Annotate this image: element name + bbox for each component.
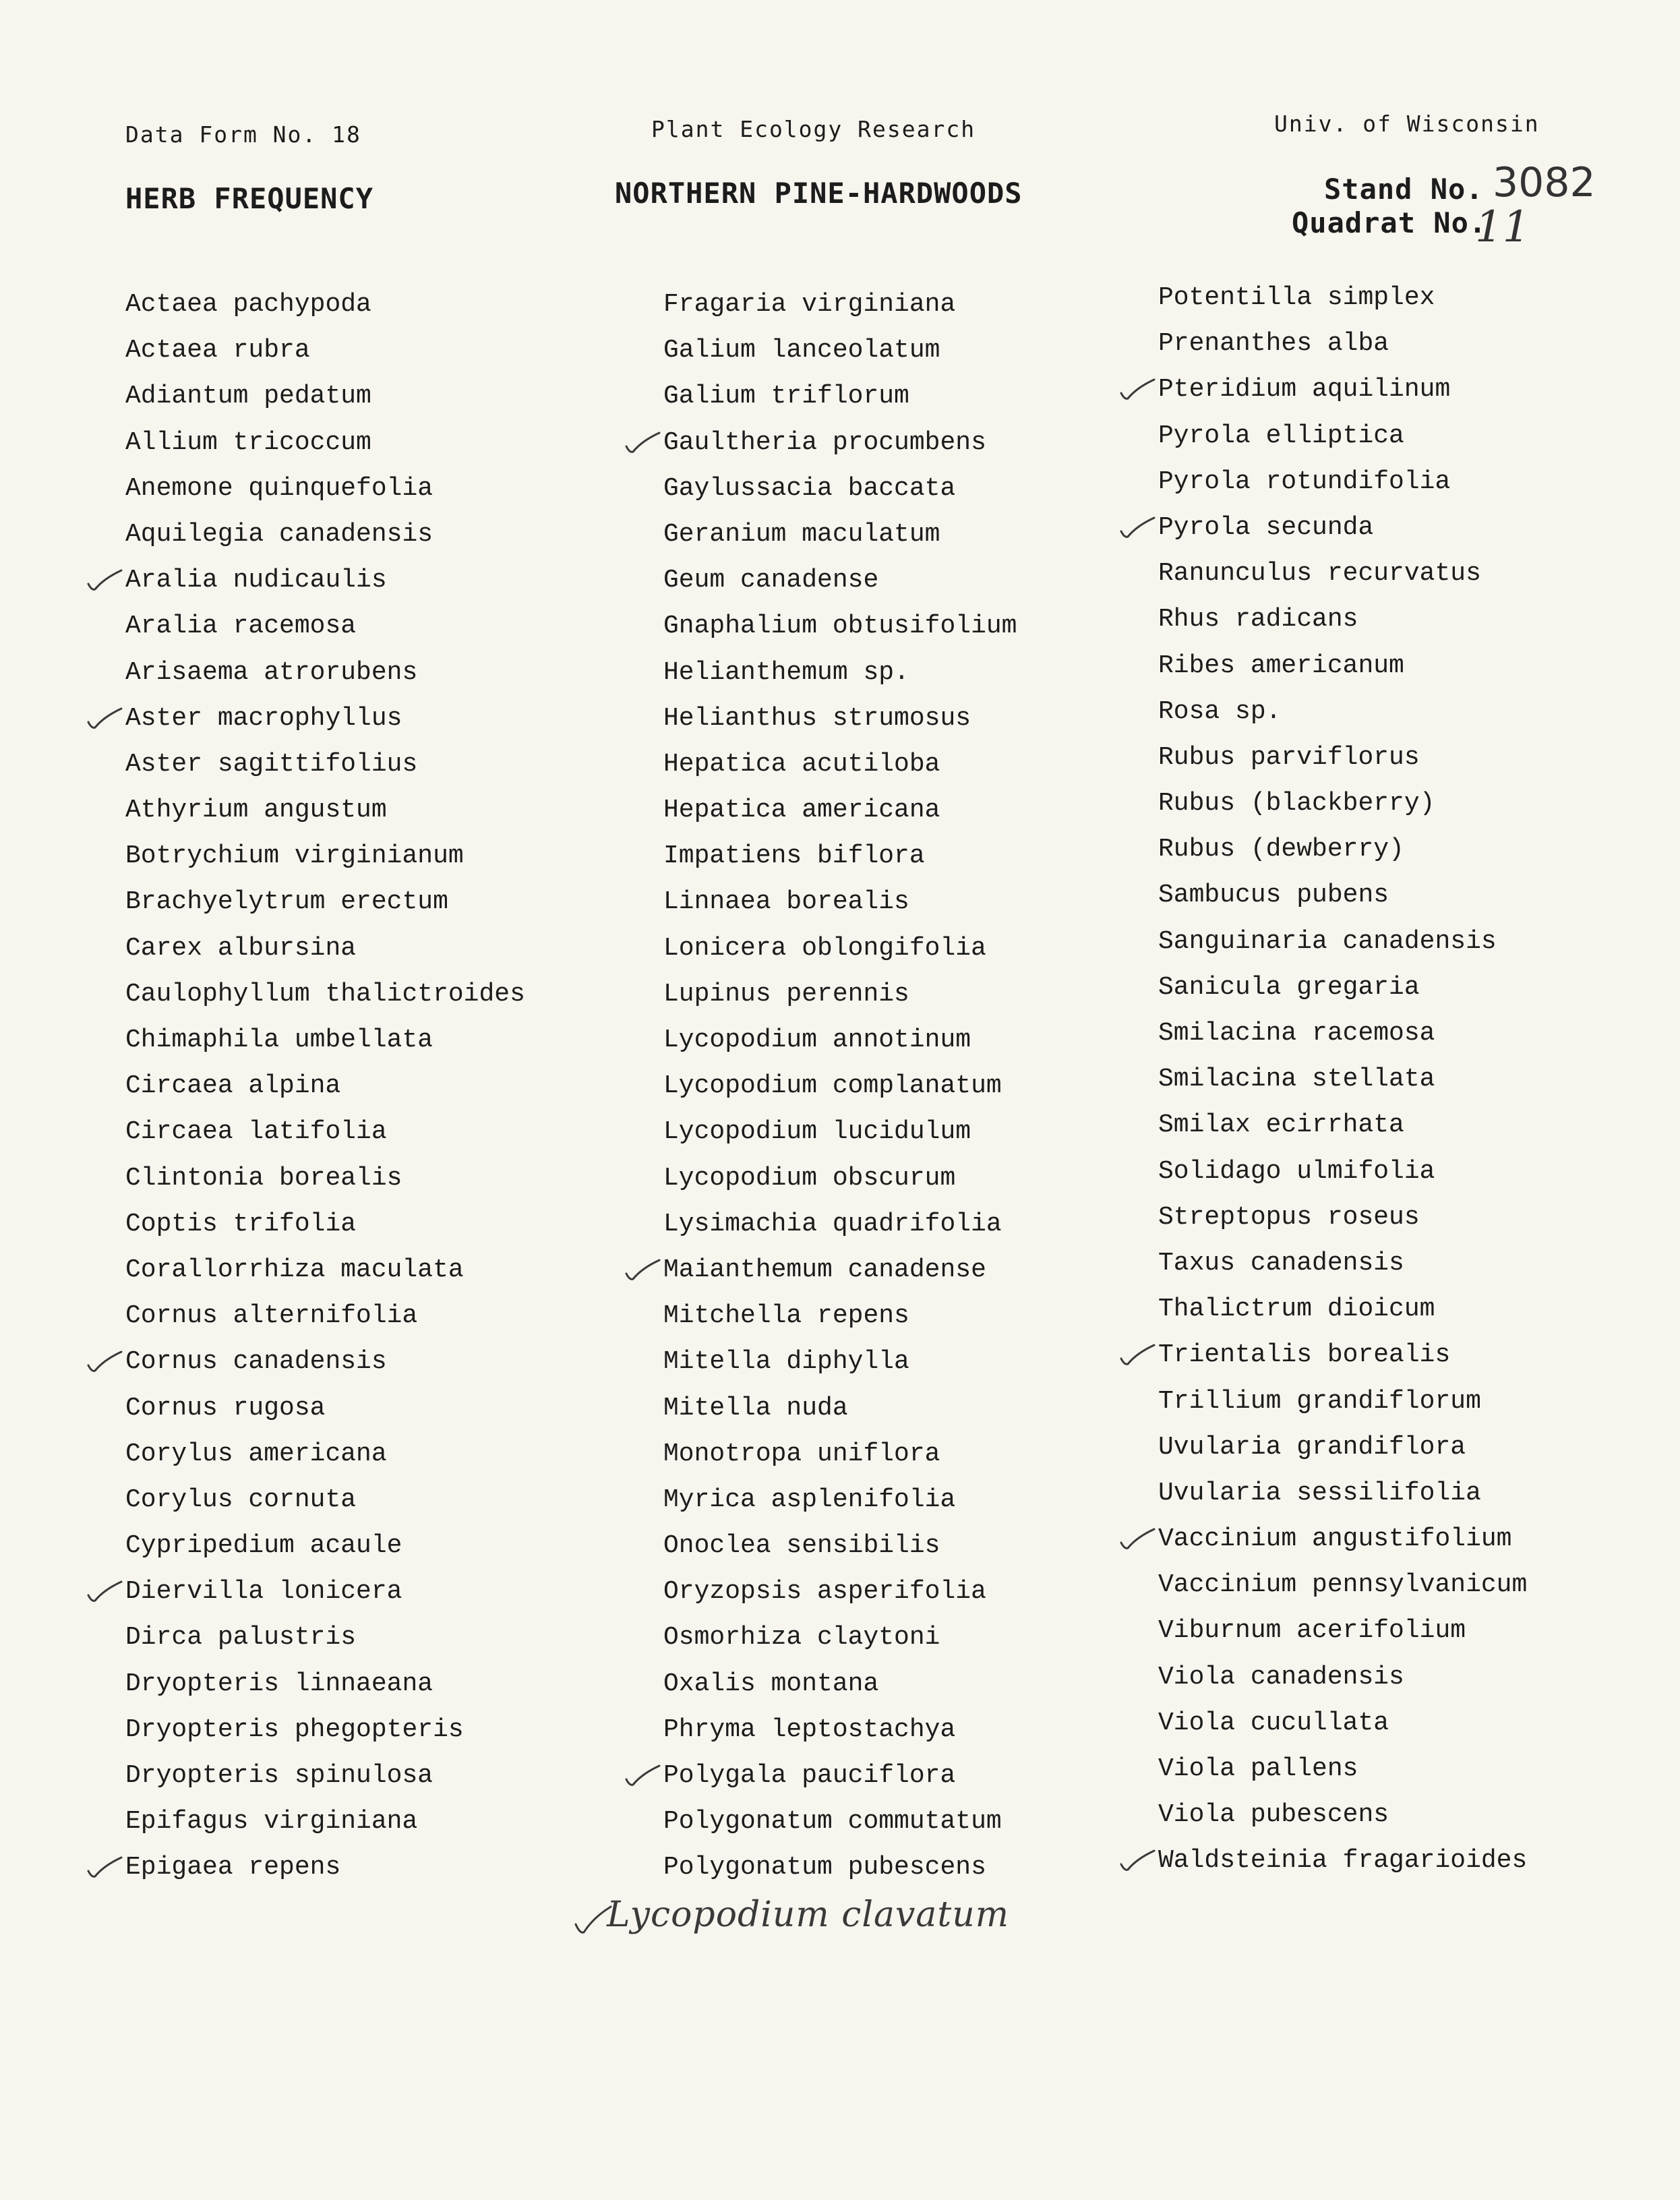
species-row — [1158, 1379, 1527, 1425]
form-number: Data Form No. 18 — [125, 121, 361, 148]
check-mark-icon — [1119, 1340, 1156, 1367]
species-row — [125, 1017, 525, 1063]
check-mark-icon — [1119, 1846, 1156, 1873]
species-row — [663, 1247, 1017, 1293]
species-name: Mitella nuda — [663, 1393, 848, 1423]
species-name: Helianthemum sp. — [663, 657, 909, 687]
species-row — [125, 787, 525, 833]
species-row — [125, 1845, 525, 1891]
species-name: Vaccinium angustifolium — [1158, 1524, 1512, 1554]
species-name: Oxalis montana — [663, 1669, 879, 1698]
species-name: Solidago ulmifolia — [1158, 1156, 1435, 1186]
species-row — [125, 1339, 525, 1385]
species-column-1 — [125, 282, 525, 1891]
species-name: Rubus (blackberry) — [1158, 789, 1435, 819]
species-name: Phryma leptostachya — [663, 1715, 956, 1744]
species-row — [663, 558, 1017, 603]
species-name: Galium triflorum — [663, 382, 909, 411]
species-name: Cornus alternifolia — [125, 1301, 418, 1331]
species-name: Caulophyllum thalictroides — [125, 979, 525, 1009]
check-mark-icon — [624, 1761, 661, 1788]
species-name: Adiantum pedatum — [125, 382, 371, 411]
species-row — [125, 1615, 525, 1661]
species-row — [663, 1201, 1017, 1247]
species-row — [663, 420, 1017, 466]
species-row — [125, 833, 525, 879]
species-name: Botrychium virginianum — [125, 841, 464, 871]
species-row — [1158, 735, 1527, 781]
check-mark-icon — [86, 1577, 123, 1604]
species-name: Dryopteris linnaeana — [125, 1669, 433, 1698]
species-row — [125, 558, 525, 603]
species-row — [1158, 1792, 1527, 1838]
species-row — [663, 879, 1017, 925]
species-name: Sanicula gregaria — [1158, 972, 1420, 1002]
species-name: Rubus parviflorus — [1158, 742, 1420, 772]
species-name: Circaea latifolia — [125, 1117, 387, 1147]
species-name: Lonicera oblongifolia — [663, 933, 986, 963]
species-row — [125, 1063, 525, 1109]
species-name: Sambucus pubens — [1158, 881, 1389, 910]
species-row — [125, 1386, 525, 1431]
species-name: Hepatica acutiloba — [663, 749, 940, 779]
species-name: Thalictrum dioicum — [1158, 1295, 1435, 1324]
species-row — [1158, 919, 1527, 965]
species-row — [663, 466, 1017, 512]
species-name: Viola cucullata — [1158, 1708, 1389, 1737]
species-name: Rosa sp. — [1158, 696, 1282, 726]
species-name: Epigaea repens — [125, 1853, 341, 1882]
species-row — [663, 1661, 1017, 1707]
species-name: Gnaphalium obtusifolium — [663, 612, 1017, 641]
species-row — [663, 1293, 1017, 1339]
species-name: Helianthus strumosus — [663, 703, 971, 733]
species-row — [1158, 1057, 1527, 1102]
species-name: Smilacina racemosa — [1158, 1019, 1435, 1048]
species-name: Uvularia grandiflora — [1158, 1432, 1466, 1462]
species-name: Myrica asplenifolia — [663, 1485, 956, 1514]
species-name: Viola canadensis — [1158, 1662, 1404, 1692]
species-name: Lycopodium complanatum — [663, 1071, 1002, 1101]
check-mark-icon — [1119, 513, 1156, 540]
species-row — [663, 282, 1017, 328]
species-name: Gaylussacia baccata — [663, 473, 956, 503]
species-name: Hepatica americana — [663, 796, 940, 825]
species-name: Polygonatum commutatum — [663, 1807, 1002, 1837]
species-name: Aster sagittifolius — [125, 749, 418, 779]
species-name: Corylus americana — [125, 1439, 387, 1468]
species-row — [663, 1523, 1017, 1569]
species-name: Monotropa uniflora — [663, 1439, 940, 1468]
species-row — [1158, 1562, 1527, 1608]
species-row — [125, 650, 525, 696]
quadrat-label: Quadrat No. — [1292, 206, 1487, 239]
species-name: Impatiens biflora — [663, 841, 925, 871]
species-name: Actaea rubra — [125, 336, 310, 365]
species-name: Trientalis borealis — [1158, 1340, 1451, 1370]
species-name: Cypripedium acaule — [125, 1531, 402, 1561]
check-mark-icon — [86, 704, 123, 731]
species-name: Mitchella repens — [663, 1301, 909, 1331]
species-row — [1158, 1241, 1527, 1286]
species-name: Carex albursina — [125, 933, 357, 963]
species-name: Galium lanceolatum — [663, 336, 940, 365]
species-name: Diervilla lonicera — [125, 1577, 402, 1607]
stand-number: 3082 — [1493, 159, 1596, 206]
species-row — [1158, 505, 1527, 551]
species-row — [1158, 1838, 1527, 1884]
species-name: Lysimachia quadrifolia — [663, 1209, 1002, 1239]
species-row — [1158, 965, 1527, 1011]
species-row — [125, 1707, 525, 1753]
species-row — [1158, 689, 1527, 735]
species-row — [663, 650, 1017, 696]
species-name: Waldsteinia fragarioides — [1158, 1846, 1528, 1876]
species-row — [125, 1293, 525, 1339]
check-mark-icon — [624, 1255, 661, 1282]
species-name: Ribes americanum — [1158, 651, 1404, 680]
species-row — [1158, 827, 1527, 872]
check-mark-icon — [1119, 375, 1156, 402]
check-mark-icon — [86, 1347, 123, 1374]
species-name: Oryzopsis asperifolia — [663, 1577, 986, 1607]
form-title: HERB FREQUENCY — [125, 182, 374, 215]
species-name: Aralia racemosa — [125, 612, 357, 641]
species-name: Polygala pauciflora — [663, 1761, 956, 1790]
species-name: Aralia nudicaulis — [125, 566, 387, 595]
species-name: Maianthemum canadense — [663, 1255, 986, 1284]
species-name: Geum canadense — [663, 566, 879, 595]
species-name: Taxus canadensis — [1158, 1248, 1404, 1278]
species-name: Onoclea sensibilis — [663, 1531, 940, 1561]
species-name: Gaultheria procumbens — [663, 427, 986, 457]
species-name: Potentilla simplex — [1158, 283, 1435, 312]
species-name: Vaccinium pennsylvanicum — [1158, 1570, 1528, 1600]
species-row — [125, 1799, 525, 1845]
species-row — [125, 374, 525, 419]
species-row — [1158, 413, 1527, 459]
species-row — [1158, 781, 1527, 827]
species-row — [1158, 1149, 1527, 1195]
species-row — [125, 1156, 525, 1201]
handwritten-addition — [607, 1895, 1009, 1935]
check-mark-icon — [1119, 1524, 1156, 1551]
species-name: Pyrola secunda — [1158, 512, 1374, 542]
species-name: Lupinus perennis — [663, 979, 909, 1009]
species-name: Coptis trifolia — [125, 1209, 357, 1239]
species-name: Trillium grandiflorum — [1158, 1386, 1481, 1416]
species-row — [1158, 1700, 1527, 1746]
species-row — [663, 972, 1017, 1017]
handwritten-species: Lycopodium clavatum — [607, 1895, 1010, 1935]
species-name: Anemone quinquefolia — [125, 473, 433, 503]
species-name: Corallorrhiza maculata — [125, 1255, 464, 1284]
species-row — [1158, 321, 1527, 367]
species-row — [663, 1615, 1017, 1661]
check-mark-icon — [86, 566, 123, 593]
species-column-3 — [1158, 275, 1527, 1884]
species-name: Sanguinaria canadensis — [1158, 926, 1497, 956]
species-row — [663, 1707, 1017, 1753]
species-row — [663, 1017, 1017, 1063]
species-name: Lycopodium obscurum — [663, 1163, 956, 1193]
species-name: Lycopodium lucidulum — [663, 1117, 971, 1147]
community-title: NORTHERN PINE-HARDWOODS — [615, 177, 1023, 210]
species-name: Circaea alpina — [125, 1071, 341, 1101]
species-row — [1158, 459, 1527, 505]
species-name: Viola pallens — [1158, 1754, 1358, 1783]
species-name: Linnaea borealis — [663, 887, 909, 917]
species-row — [663, 696, 1017, 742]
species-name: Clintonia borealis — [125, 1163, 402, 1193]
species-row — [1158, 1286, 1527, 1332]
species-name: Rubus (dewberry) — [1158, 835, 1404, 864]
species-row — [125, 328, 525, 374]
species-row — [1158, 1516, 1527, 1562]
species-row — [663, 1431, 1017, 1477]
check-mark-icon — [624, 428, 661, 455]
species-row — [1158, 1102, 1527, 1148]
species-name: Dryopteris spinulosa — [125, 1761, 433, 1790]
species-name: Corylus cornuta — [125, 1485, 357, 1514]
species-row — [663, 1845, 1017, 1891]
species-name: Pyrola rotundifolia — [1158, 467, 1451, 496]
species-name: Pteridium aquilinum — [1158, 375, 1451, 405]
species-name: Athyrium angustum — [125, 796, 387, 825]
species-row — [125, 696, 525, 742]
species-name: Prenanthes alba — [1158, 329, 1389, 359]
program-name: Plant Ecology Research — [651, 116, 976, 142]
species-name: Osmorhiza claytoni — [663, 1623, 940, 1653]
species-name: Actaea pachypoda — [125, 290, 371, 319]
species-row — [125, 879, 525, 925]
species-row — [125, 1523, 525, 1569]
species-row — [125, 420, 525, 466]
species-row — [663, 1339, 1017, 1385]
species-name: Uvularia sessilifolia — [1158, 1478, 1481, 1508]
species-row — [1158, 551, 1527, 597]
species-row — [663, 926, 1017, 972]
species-name: Dirca palustris — [125, 1623, 357, 1653]
species-name: Smilax ecirrhata — [1158, 1110, 1404, 1140]
species-row — [125, 1431, 525, 1477]
species-row — [663, 1156, 1017, 1201]
species-name: Aquilegia canadensis — [125, 519, 433, 549]
species-row — [663, 603, 1017, 649]
species-name: Fragaria virginiana — [663, 290, 956, 319]
species-name: Chimaphila umbellata — [125, 1025, 433, 1054]
species-name: Dryopteris phegopteris — [125, 1715, 464, 1744]
species-row — [125, 1661, 525, 1707]
species-row — [663, 1109, 1017, 1155]
species-name: Rhus radicans — [1158, 605, 1358, 634]
species-name: Cornus canadensis — [125, 1347, 387, 1377]
species-row — [1158, 1011, 1527, 1057]
species-name: Ranunculus recurvatus — [1158, 559, 1481, 589]
species-row — [125, 1477, 525, 1523]
species-column-2 — [663, 282, 1017, 1891]
species-name: Epifagus virginiana — [125, 1807, 418, 1837]
species-row — [1158, 1470, 1527, 1516]
species-row — [125, 1247, 525, 1293]
species-row — [125, 1201, 525, 1247]
species-row — [125, 512, 525, 558]
species-row — [125, 926, 525, 972]
species-row — [1158, 1195, 1527, 1241]
species-name: Polygonatum pubescens — [663, 1853, 986, 1882]
species-row — [1158, 872, 1527, 918]
species-name: Geranium maculatum — [663, 519, 940, 549]
institution-name: Univ. of Wisconsin — [1274, 111, 1540, 137]
species-row — [663, 787, 1017, 833]
species-row — [125, 603, 525, 649]
species-row — [125, 1569, 525, 1615]
species-row — [1158, 367, 1527, 413]
species-row — [663, 1477, 1017, 1523]
species-row — [1158, 643, 1527, 689]
species-row — [1158, 1425, 1527, 1470]
species-name: Brachyelytrum erectum — [125, 887, 448, 917]
stand-label: Stand No. — [1324, 173, 1484, 206]
species-name: Lycopodium annotinum — [663, 1025, 971, 1054]
species-row — [125, 282, 525, 328]
species-row — [125, 1753, 525, 1799]
species-row — [663, 833, 1017, 879]
species-name: Aster macrophyllus — [125, 703, 402, 733]
species-name: Pyrola elliptica — [1158, 421, 1404, 450]
species-row — [1158, 1655, 1527, 1700]
check-mark-icon — [573, 1904, 613, 1938]
species-row — [1158, 275, 1527, 321]
species-row — [125, 466, 525, 512]
species-row — [663, 374, 1017, 419]
species-name: Viburnum acerifolium — [1158, 1616, 1466, 1646]
species-name: Smilacina stellata — [1158, 1065, 1435, 1094]
species-row — [125, 1109, 525, 1155]
check-mark-icon — [86, 1853, 123, 1880]
species-row — [663, 1753, 1017, 1799]
species-row — [663, 512, 1017, 558]
species-name: Streptopus roseus — [1158, 1202, 1420, 1232]
species-name: Allium tricoccum — [125, 427, 371, 457]
species-row — [1158, 1746, 1527, 1792]
species-row — [1158, 597, 1527, 643]
species-row — [663, 1569, 1017, 1615]
species-row — [663, 1386, 1017, 1431]
species-row — [663, 328, 1017, 374]
species-row — [663, 1063, 1017, 1109]
species-row — [1158, 1332, 1527, 1378]
species-name: Arisaema atrorubens — [125, 657, 418, 687]
species-row — [125, 972, 525, 1017]
species-name: Mitella diphylla — [663, 1347, 909, 1377]
species-name: Viola pubescens — [1158, 1800, 1389, 1830]
species-name: Cornus rugosa — [125, 1393, 326, 1423]
quadrat-number: 11 — [1475, 202, 1530, 252]
species-row — [125, 742, 525, 787]
species-row — [663, 1799, 1017, 1845]
species-row — [663, 742, 1017, 787]
species-row — [1158, 1608, 1527, 1654]
